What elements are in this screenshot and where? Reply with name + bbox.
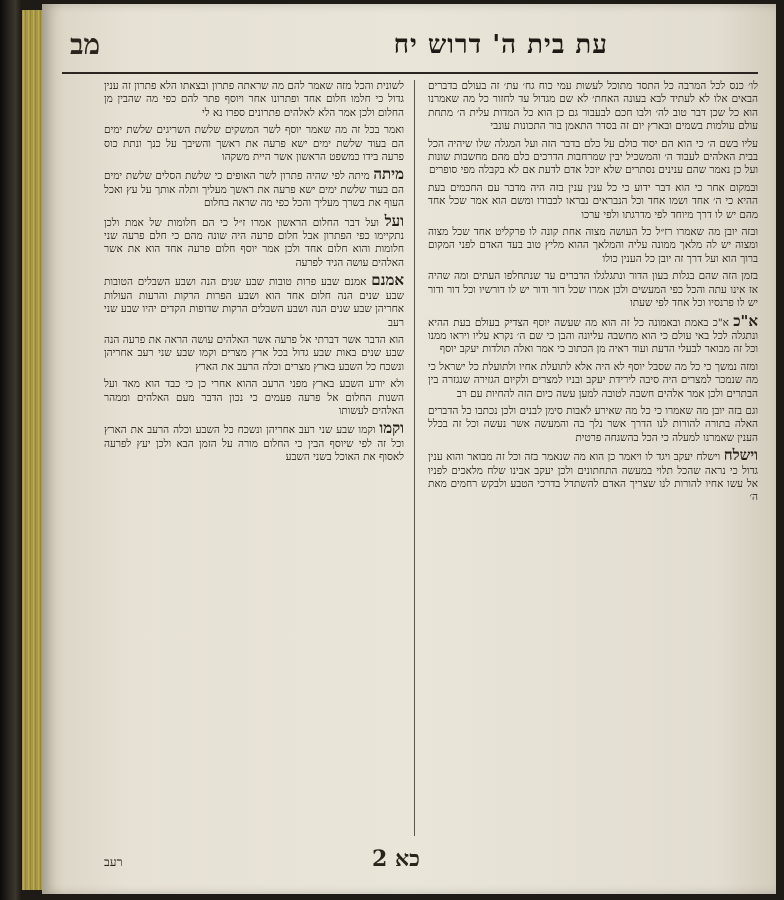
lemma-ac: א"כ <box>733 311 758 330</box>
book-binding <box>0 0 22 900</box>
paragraph: ולא יודע השבע בארץ מפני הרעב ההוא אחרי כן כי כבד הוא מאד ועל השנות החלום אל פרעה פעמים כי נכון הדבר מעם האלהים וממהר האלהים לעשותו <box>104 378 404 417</box>
lemma-umaqom: אמנם <box>371 271 404 290</box>
page-edges <box>22 10 42 890</box>
paragraph <box>104 165 404 210</box>
lemma-mitato: מיתה <box>373 165 404 184</box>
signature-mark: כא 2 <box>372 846 420 872</box>
right-column <box>428 80 758 836</box>
paragraph-text: מיתה לפי שהיה פתרון לשר האופים כי שלשת הסלים שלשת ימים הם בעוד שלשת ימים ישא פרעה את ראשך מעליך ותלה אותך על עץ ואכל העוף את בשרך מעליך והכל כפי מה שראה בחלום <box>104 170 404 210</box>
left-column <box>104 80 404 836</box>
page-footer <box>42 848 776 872</box>
lemma-veal: ועל <box>384 211 404 230</box>
lemma-veqanu: וקמו <box>379 419 404 438</box>
paragraph: וגם בזה יובן מה שאמרו כי כל מה שאירע לאבות סימן לבנים ולכן נכתבו כל הדברים האלה בתורה להורות לנו הדרך אשר נלך בה והמעשה אשר נעשה וכל זה בכלל הענין שאמרנו למעלה כי הכל בהשגחה פרטית <box>428 404 758 444</box>
paragraph: ובמקום אחר כי הוא דבר ידוע כי כל ענין ענין בזה היה מדבר עם החכמים בעת ההיא כי ה׳ אחד ושמו אחד וכל הנבראים נבראו לכבודו ומשם הוא אמר שכל אחד מהם יש לו דרך מיוחד לפי מדרגתו ולפי ערכו <box>428 181 758 221</box>
paragraph-text: א"כ באמת ובאמונה כל זה הוא מה שעשה יוסף הצדיק בעולם בעת ההיא ונתגלה לכל באי עולם כי הוא מחשבה עליונה והבן כי שם ה׳ נקרא עליו ויראו ממנו וכל זה מבואר לבעלי הדעת ועוד ראיה מן הכתוב כי אמר ואלה תולדות יעקב יוסף <box>428 316 758 356</box>
paragraph <box>428 446 758 505</box>
book-page <box>42 4 776 894</box>
paragraph <box>104 271 404 330</box>
catchword: רעב <box>104 855 123 869</box>
column-divider <box>414 80 415 836</box>
folio-number: מב <box>70 28 101 61</box>
paragraph: ומזה נמשך כי כל מה שסבל יוסף לא היה אלא לתועלת אחיו ולתועלת כל ישראל כי מה שנמכר למצרים היה סיבה לירידת יעקב ובניו למצרים ולקיום הגזירה שנגזרה בין הבתרים ולכן אמר אלהים חשבה לטובה למען עשה כיום הזה להחיות עם רב <box>428 360 758 400</box>
paragraph <box>104 419 404 464</box>
paragraph-text: ועל דבר החלום הראשון אמרו ז״ל כי הם חלומות של אמת ולכן נתקיימו כפי הפתרון אבל חלום פרעה היה שונה מהם כי חלם פרעה שני חלומות והוא חלום אחד ולכן אמר יוסף חלום פרעה אחד הוא את אשר האלהים עושה הגיד לפרעה <box>104 216 404 269</box>
page-header <box>62 30 758 70</box>
paragraph: ואמר בכל זה מה שאמר יוסף לשר המשקים שלשת השריגים שלשת ימים הם בעוד שלשת ימים ישא פרעה את ראשך והשיבך על כנך ונתת כוס פרעה בידו כמשפט הראשון אשר היית משקהו <box>104 124 404 164</box>
lemma-vayishlah: וישלח <box>723 446 758 465</box>
header-rule <box>62 72 758 74</box>
paragraph: לשונית והכל מזה שאמר להם מה שראתה פתרון ובצאתו הלא פתרון זה ענין גדול כי חלמו חלום אחד ופתרונו אחר ויוסף פתר להם כפי מה שהבין מן החלום ולכן אמר הלא לאלהים פתרונים ספרו נא לי <box>104 80 404 119</box>
running-head: עת בית ה' דרוש יח <box>393 30 608 60</box>
paragraph-text: וקמו שבע שני רעב אחריהן ונשכח כל השבע וכלה הרעב את הארץ וכל זה לפי שיוסף הבין כי החלום מורה על הזמן הבא ולכן יעץ לפרעה לאסוף את האוכל בשני השבע <box>104 424 404 464</box>
paragraph: בזמן הזה שהם בגלות בעון הדור ונתגלגלו הדברים עד שנתחלפו העתים ומה שהיה אז אינו עתה והכל כפי המעשים ולכן אמרו שכל דור ודור יש לו דורשיו וכל דור ודור יש לו פרנסיו וכל אחד לפי שעתו <box>428 270 758 310</box>
paragraph: עליו בשם ה׳ כי הוא הם יסוד כולם על כלם בדבר הזה ועל המגלה שלו שיהיה הכל בבית האלהים לעבוד ה׳ והמשכיל יבין שמרחבות הדרכים כלם מהם מחשבות שונות ועל כן נאמר שהם ענינים נסתרים שלא יוכל אדם לדעת אם לא בקבלה מפי סופרים <box>428 137 758 177</box>
paragraph-text: אמנם שבע פרות טובות שבע שנים הנה ושבע השבלים הטובות שבע שנים הנה חלום אחד הוא ושבע הפרות הרקות והרעות העולות אחריהן שבע שנים הנה ושבע השבלים הרקות שדופות הקדים יהיו שבע שני רעב <box>104 276 404 329</box>
paragraph <box>428 311 758 357</box>
paragraph-text: וישלח יעקב ויגד לו ויאמר כן הוא מה שנאמר בזה וכל זה מבואר והוא ענין גדול כי נראה שהכל תלוי במעשה התחתונים ולכן יעקב אבינו שלח מלאכים לפניו אל עשו אחיו להורות לנו שצריך האדם להשתדל בדרכי הטבע ולבקש רחמים מאת ה׳ <box>428 451 758 504</box>
paragraph: לו׳ כנס לכל המרבה כל התסד מתוכל לעשות עמי כוח גח׳ עת׳ זה בעולם בדברים הבאים אלו לא לעתיד לבא בעונה האחת׳ לא שם מגדול עד לחזור כל מה שאמרנו הוא כל שכן דבר טוב לה׳ ולבו חכם לבעבור גם כן הוא כל המדות עלית ה׳ מתחת עולם עולמות בשמים ובארץ יום זה בסדר התאמן בור התכונות עונבי <box>428 80 758 133</box>
paragraph: ובזה יובן מה שאמרו רז״ל כל העושה מצוה אחת קונה לו פרקליט אחד שכל מצוה ומצוה יש לה מלאך ממונה עליה והמלאך ההוא מליץ טוב בעד האדם לפני המקום ברוך הוא ועל דרך זה יובן כל הענין כולו <box>428 226 758 265</box>
paragraph: הוא הדבר אשר דברתי אל פרעה אשר האלהים עושה הראה את פרעה הנה שבע שנים באות שבע גדול בכל ארץ מצרים וקמו שבע שני רעב אחריהן ונשכח כל השבע בארץ מצרים וכלה הרעב את הארץ <box>104 333 404 373</box>
paragraph <box>104 211 404 271</box>
